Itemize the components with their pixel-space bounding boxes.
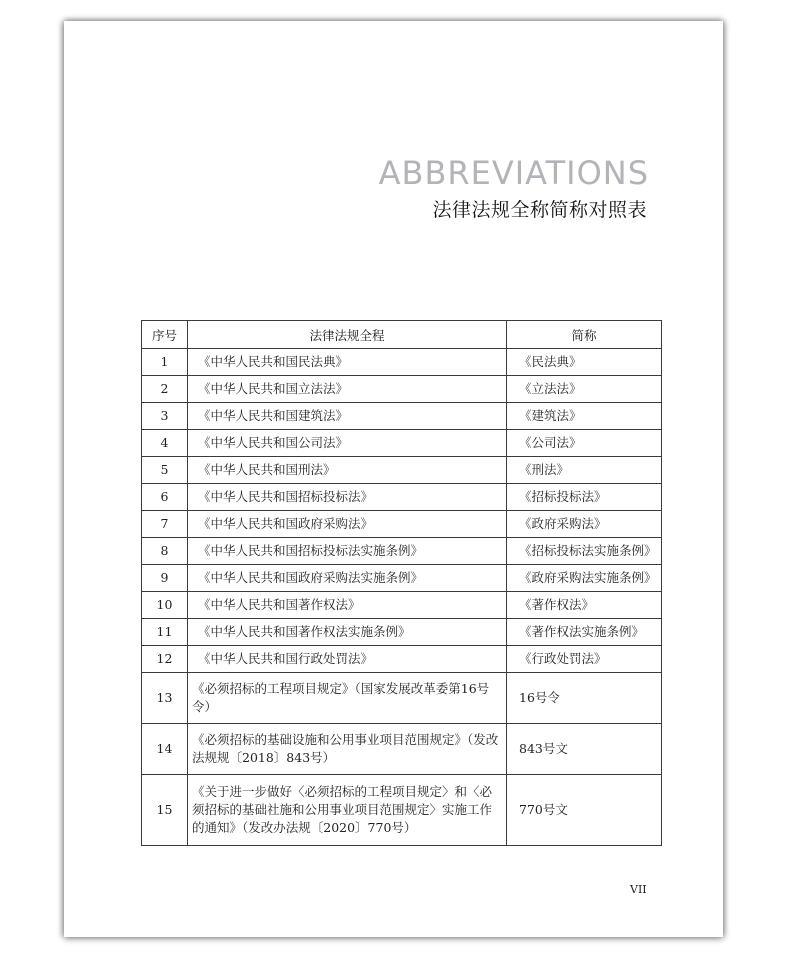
law-full-name: 《中华人民共和国行政处罚法》 bbox=[188, 646, 507, 673]
table-row bbox=[142, 673, 662, 724]
table-row bbox=[142, 484, 662, 511]
law-abbreviation: 《著作权法》 bbox=[507, 592, 662, 619]
row-number: 11 bbox=[142, 619, 188, 646]
law-full-name: 《中华人民共和国刑法》 bbox=[188, 457, 507, 484]
law-abbreviation: 《民法典》 bbox=[507, 349, 662, 376]
table-row bbox=[142, 403, 662, 430]
title-chinese: 法律法规全称简称对照表 bbox=[432, 199, 647, 221]
law-full-name: 《中华人民共和国著作权法实施条例》 bbox=[188, 619, 507, 646]
law-abbreviation: 843号文 bbox=[507, 724, 662, 775]
law-abbreviation: 《建筑法》 bbox=[507, 403, 662, 430]
law-full-name: 《中华人民共和国立法法》 bbox=[188, 376, 507, 403]
column-header-full-name: 法律法规全程 bbox=[188, 321, 507, 349]
table-row bbox=[142, 457, 662, 484]
law-full-name: 《中华人民共和国民法典》 bbox=[188, 349, 507, 376]
row-number: 12 bbox=[142, 646, 188, 673]
law-abbreviation: 《刑法》 bbox=[507, 457, 662, 484]
law-abbreviation: 770号文 bbox=[507, 775, 662, 846]
table-row bbox=[142, 538, 662, 565]
table-row bbox=[142, 646, 662, 673]
law-abbreviation: 《招标投标法实施条例》 bbox=[507, 538, 662, 565]
row-number: 10 bbox=[142, 592, 188, 619]
row-number: 14 bbox=[142, 724, 188, 775]
row-number: 3 bbox=[142, 403, 188, 430]
table-row bbox=[142, 592, 662, 619]
row-number: 2 bbox=[142, 376, 188, 403]
table-row bbox=[142, 349, 662, 376]
law-abbreviation: 《公司法》 bbox=[507, 430, 662, 457]
law-full-name: 《中华人民共和国政府采购法》 bbox=[188, 511, 507, 538]
column-header-abbreviation: 简称 bbox=[507, 321, 662, 349]
law-full-name: 《必须招标的基础设施和公用事业项目范围规定》（发改法规规〔2018〕843号） bbox=[188, 724, 507, 775]
law-full-name: 《中华人民共和国政府采购法实施条例》 bbox=[188, 565, 507, 592]
law-abbreviation: 《著作权法实施条例》 bbox=[507, 619, 662, 646]
column-header-number: 序号 bbox=[142, 321, 188, 349]
table-row bbox=[142, 430, 662, 457]
abbreviations-table bbox=[141, 320, 662, 846]
law-full-name: 《中华人民共和国招标投标法》 bbox=[188, 484, 507, 511]
row-number: 8 bbox=[142, 538, 188, 565]
law-full-name: 《中华人民共和国公司法》 bbox=[188, 430, 507, 457]
law-abbreviation: 《政府采购法》 bbox=[507, 511, 662, 538]
row-number: 7 bbox=[142, 511, 188, 538]
row-number: 1 bbox=[142, 349, 188, 376]
title-english: ABBREVIATIONS bbox=[378, 154, 649, 192]
law-full-name: 《必须招标的工程项目规定》（国家发展改革委第16号令） bbox=[188, 673, 507, 724]
row-number: 9 bbox=[142, 565, 188, 592]
law-full-name: 《关于进一步做好〈必须招标的工程项目规定〉和〈必须招标的基础社施和公用事业项目范围规定〉实施工作的通知》（发改办法规〔2020〕770号） bbox=[188, 775, 507, 846]
row-number: 4 bbox=[142, 430, 188, 457]
law-full-name: 《中华人民共和国招标投标法实施条例》 bbox=[188, 538, 507, 565]
table-row bbox=[142, 619, 662, 646]
row-number: 15 bbox=[142, 775, 188, 846]
document-page bbox=[64, 21, 723, 937]
page-number: VII bbox=[630, 883, 647, 896]
table-header-row bbox=[142, 321, 662, 349]
row-number: 5 bbox=[142, 457, 188, 484]
law-full-name: 《中华人民共和国建筑法》 bbox=[188, 403, 507, 430]
table-row bbox=[142, 511, 662, 538]
row-number: 6 bbox=[142, 484, 188, 511]
row-number: 13 bbox=[142, 673, 188, 724]
law-abbreviation: 16号令 bbox=[507, 673, 662, 724]
law-abbreviation: 《招标投标法》 bbox=[507, 484, 662, 511]
law-abbreviation: 《政府采购法实施条例》 bbox=[507, 565, 662, 592]
law-abbreviation: 《行政处罚法》 bbox=[507, 646, 662, 673]
law-abbreviation: 《立法法》 bbox=[507, 376, 662, 403]
table-row bbox=[142, 376, 662, 403]
table-row bbox=[142, 565, 662, 592]
table-row bbox=[142, 724, 662, 775]
law-full-name: 《中华人民共和国著作权法》 bbox=[188, 592, 507, 619]
table-row bbox=[142, 775, 662, 846]
